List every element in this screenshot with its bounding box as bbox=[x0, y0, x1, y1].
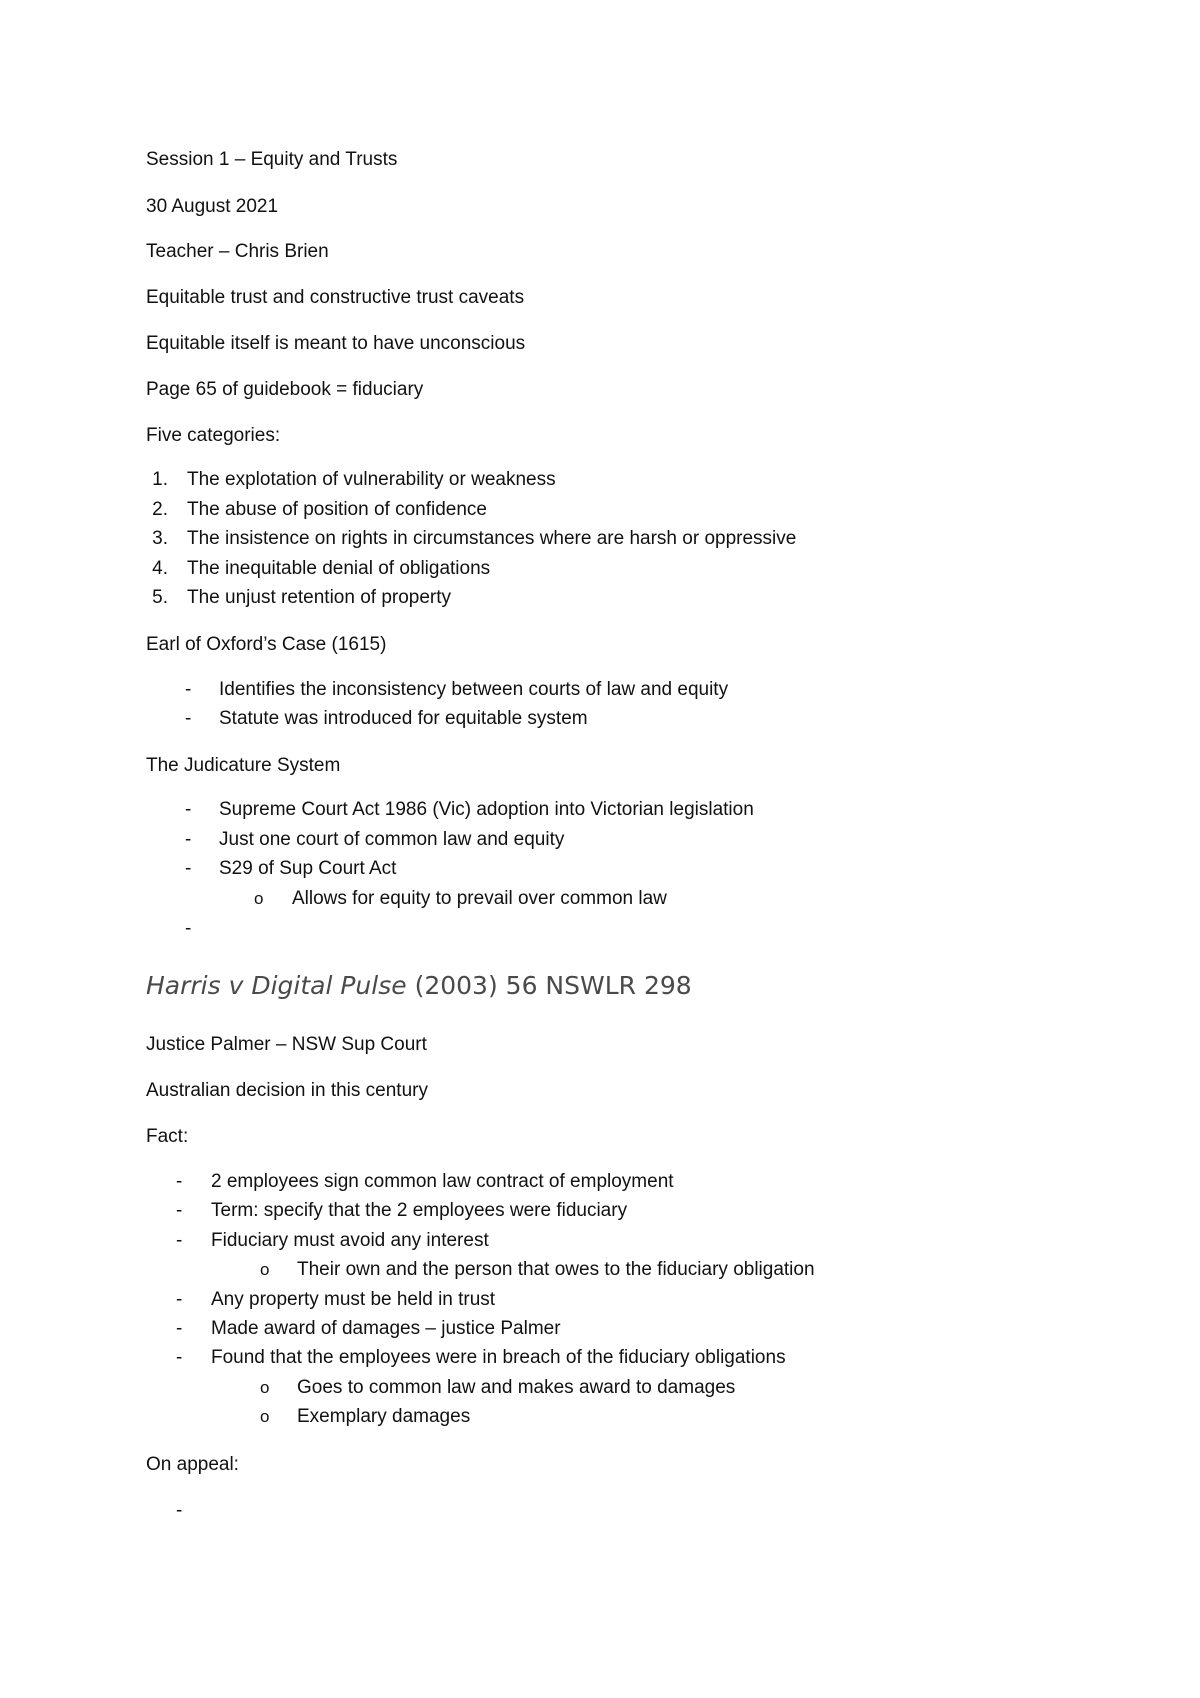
bullet-dash: - bbox=[176, 1200, 183, 1221]
session-date: 30 August 2021 bbox=[146, 196, 279, 217]
bullet-dash: - bbox=[176, 1500, 183, 1521]
case-citation: (2003) 56 NSWLR 298 bbox=[406, 971, 692, 1000]
list-number: 4. bbox=[152, 558, 168, 579]
bullet-dash: - bbox=[176, 1318, 183, 1339]
session-title: Session 1 – Equity and Trusts bbox=[146, 149, 398, 170]
list-item: The inequitable denial of obligations bbox=[187, 558, 491, 579]
sub-bullet-circle: o bbox=[260, 1260, 270, 1279]
bullet-text: Fiduciary must avoid any interest bbox=[211, 1230, 489, 1251]
bullet-dash: - bbox=[185, 799, 192, 820]
list-item: The abuse of position of confidence bbox=[187, 499, 487, 520]
text-line: Equitable trust and constructive trust caveats bbox=[146, 287, 525, 308]
text-line: Page 65 of guidebook = fiduciary bbox=[146, 379, 424, 400]
sub-bullet-text: Allows for equity to prevail over common law bbox=[292, 888, 667, 909]
judicature-title: The Judicature System bbox=[146, 755, 341, 776]
text-line: Australian decision in this century bbox=[146, 1080, 428, 1101]
list-item: The explotation of vulnerability or weakness bbox=[187, 469, 556, 490]
list-item: The insistence on rights in circumstances where are harsh or oppressive bbox=[187, 528, 797, 549]
sub-bullet-circle: o bbox=[254, 889, 264, 908]
bullet-dash: - bbox=[176, 1230, 183, 1251]
bullet-text: Identifies the inconsistency between courts of law and equity bbox=[219, 679, 729, 700]
text-line: Justice Palmer – NSW Sup Court bbox=[146, 1034, 427, 1055]
list-number: 1. bbox=[152, 469, 168, 490]
bullet-text: Statute was introduced for equitable system bbox=[219, 708, 588, 729]
bullet-dash: - bbox=[185, 858, 192, 879]
sub-bullet-circle: o bbox=[260, 1378, 270, 1397]
text-line: Equitable itself is meant to have unconscious bbox=[146, 333, 526, 354]
list-item: The unjust retention of property bbox=[187, 587, 452, 608]
bullet-text: Any property must be held in trust bbox=[211, 1289, 496, 1310]
bullet-dash: - bbox=[185, 918, 192, 939]
sub-bullet-text: Exemplary damages bbox=[297, 1406, 471, 1427]
sub-bullet-text: Their own and the person that owes to the fiduciary obligation bbox=[297, 1259, 815, 1280]
bullet-text: Found that the employees were in breach of the fiduciary obligations bbox=[211, 1347, 786, 1368]
case-heading bbox=[146, 970, 692, 1002]
sub-bullet-text: Goes to common law and makes award to damages bbox=[297, 1377, 736, 1398]
bullet-dash: - bbox=[185, 679, 192, 700]
appeal-label: On appeal: bbox=[146, 1454, 239, 1475]
bullet-text: S29 of Sup Court Act bbox=[219, 858, 397, 879]
oxford-title: Earl of Oxford’s Case (1615) bbox=[146, 634, 387, 655]
bullet-text: Just one court of common law and equity bbox=[219, 829, 565, 850]
bullet-dash: - bbox=[176, 1347, 183, 1368]
case-name: Harris v Digital Pulse bbox=[146, 971, 407, 1000]
bullet-dash: - bbox=[176, 1289, 183, 1310]
sub-bullet-circle: o bbox=[260, 1407, 270, 1426]
bullet-dash: - bbox=[185, 829, 192, 850]
fact-label: Fact: bbox=[146, 1126, 189, 1147]
bullet-text: Term: specify that the 2 employees were fiduciary bbox=[211, 1200, 628, 1221]
bullet-text: Made award of damages – justice Palmer bbox=[211, 1318, 561, 1339]
list-number: 5. bbox=[152, 587, 168, 608]
bullet-text: Supreme Court Act 1986 (Vic) adoption into Victorian legislation bbox=[219, 799, 754, 820]
list-number: 3. bbox=[152, 528, 168, 549]
bullet-dash: - bbox=[185, 708, 192, 729]
list-number: 2. bbox=[152, 499, 168, 520]
bullet-dash: - bbox=[176, 1171, 183, 1192]
teacher-line: Teacher – Chris Brien bbox=[146, 241, 329, 262]
bullet-text: 2 employees sign common law contract of employment bbox=[211, 1171, 674, 1192]
text-line: Five categories: bbox=[146, 425, 281, 446]
